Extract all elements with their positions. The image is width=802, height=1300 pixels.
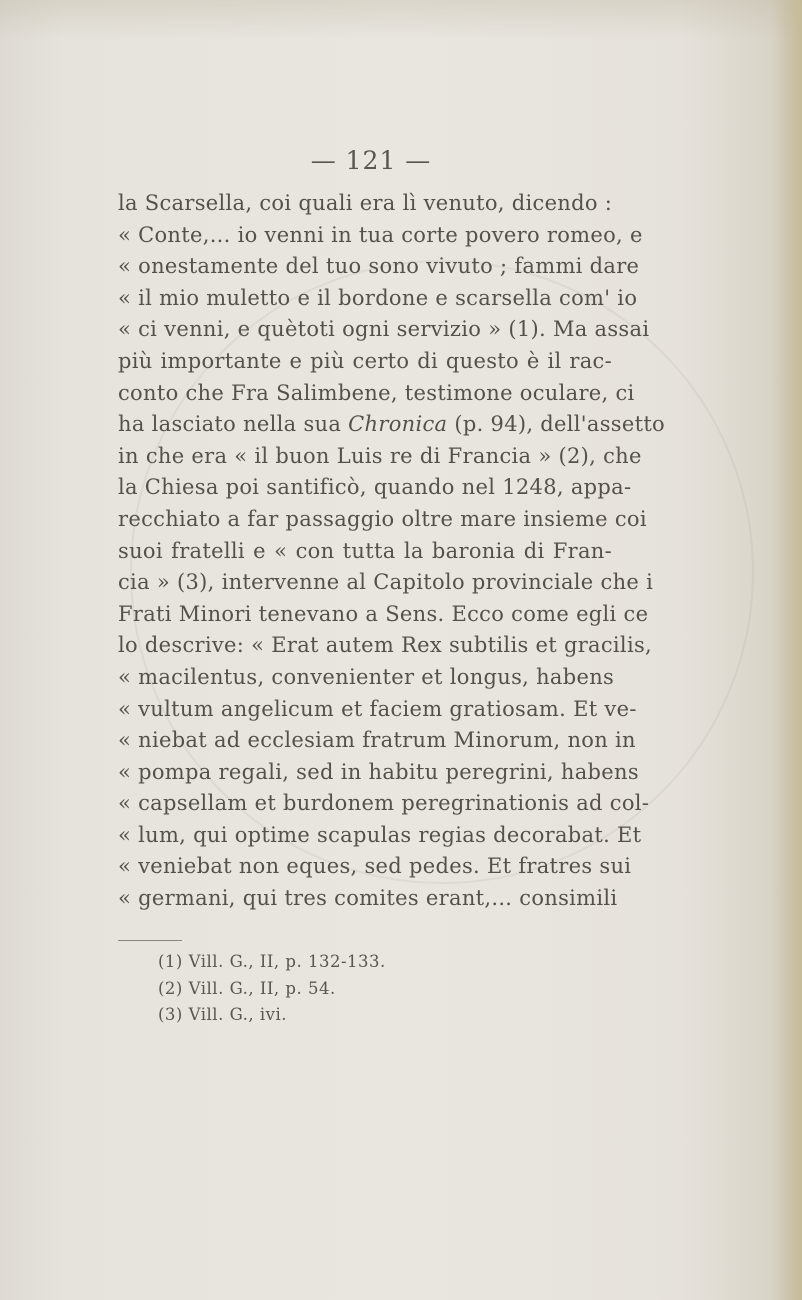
text-line: « capsellam et burdonem peregrinationis ad col-	[118, 791, 650, 816]
page-number: — 121 —	[310, 146, 432, 175]
text-line: più importante e più certo di questo è il rac-	[118, 348, 612, 373]
book-title-italic: Chronica	[348, 412, 448, 437]
text-line: « ci venni, e quètoti ogni servizio » (1). Ma assai	[118, 317, 650, 342]
text-line: lo descrive: « Erat autem Rex subtilis et gracilis,	[118, 633, 653, 658]
footnote-divider	[118, 940, 182, 941]
text-line: « veniebat non eques, sed pedes. Et fratres sui	[118, 854, 632, 879]
text-line: « macilentus, convenienter et longus, habens	[118, 664, 615, 689]
text-line: « lum, qui optime scapulas regias decorabat. Et	[118, 822, 642, 847]
text-line: « vultum angelicum et faciem gratiosam. Et ve-	[118, 696, 637, 721]
text-line: la Chiesa poi santificò, quando nel 1248, appa-	[118, 475, 632, 500]
text-line: ha lasciato nella sua Chronica (p. 94), dell'assetto	[118, 412, 666, 437]
text-line: « niebat ad ecclesiam fratrum Minorum, non in	[118, 728, 636, 753]
text-line: suoi fratelli e « con tutta la baronia di Fran-	[118, 538, 612, 563]
text-line: Frati Minori tenevano a Sens. Ecco come egli ce	[118, 601, 649, 626]
text-line: conto che Fra Salimbene, testimone oculare, ci	[118, 380, 635, 405]
footnote-1: (1) Vill. G., II, p. 132-133.	[158, 952, 386, 971]
footnote-3: (3) Vill. G., ivi.	[158, 1005, 288, 1024]
footnotes	[158, 949, 458, 1029]
page-right-edge	[774, 0, 802, 1300]
body-text	[118, 188, 666, 915]
footnote-2: (2) Vill. G., II, p. 54.	[158, 978, 336, 998]
text-line: in che era « il buon Luis re di Francia » (2), che	[118, 443, 642, 468]
text-line: « Conte,... io venni in tua corte povero romeo, e	[118, 222, 643, 247]
text-line: « onestamente del tuo sono vivuto ; fammi dare	[118, 254, 640, 279]
text-line: « pompa regali, sed in habitu peregrini, habens	[118, 759, 639, 784]
page-top-shadow	[0, 0, 802, 40]
text-line: cia » (3), intervenne al Capitolo provinciale che i	[118, 570, 654, 595]
text-line: la Scarsella, coi quali era lì venuto, dicendo :	[118, 191, 613, 215]
text-line: recchiato a far passaggio oltre mare insieme coi	[118, 506, 647, 531]
text-line: « il mio muletto e il bordone e scarsella com' io	[118, 285, 638, 310]
text-line: « germani, qui tres comites erant,... consimili	[118, 886, 618, 911]
